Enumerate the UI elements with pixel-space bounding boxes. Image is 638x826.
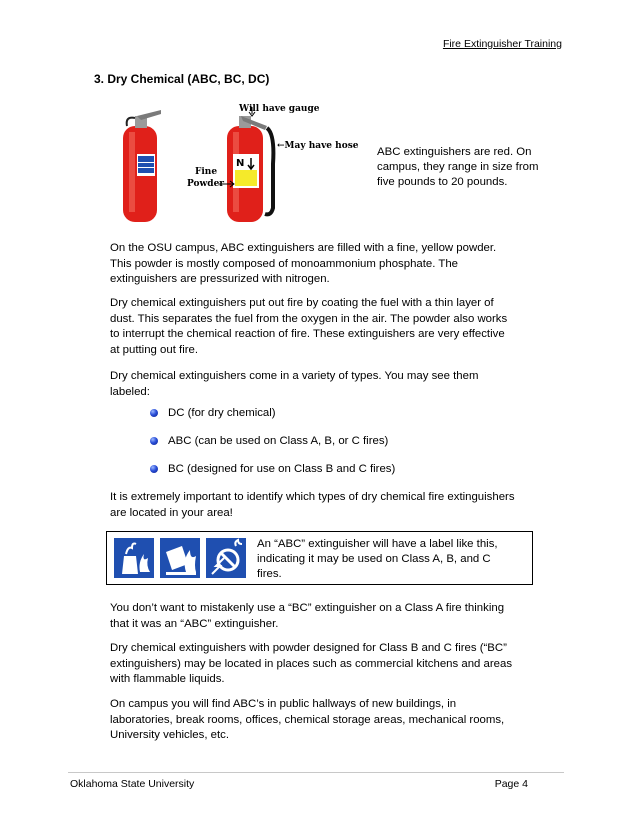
- gauge-label: Will have gauge: [239, 104, 320, 114]
- paragraph-how-it-works: [110, 296, 540, 358]
- text-line: Dry chemical extinguishers put out fire by coating the fuel with a thin layer of: [110, 297, 494, 309]
- page-number: Page 4: [494, 778, 528, 790]
- bullet-icon: [150, 409, 158, 417]
- extinguisher-right-icon: [227, 116, 273, 222]
- list-item: [150, 407, 276, 419]
- side-note-line: five pounds to 20 pounds.: [377, 176, 508, 188]
- text-line: laboratories, break rooms, offices, chemical storage areas, mechanical rooms,: [110, 713, 505, 726]
- text-line: You don’t want to mistakenly use a “BC” extinguisher on a Class A fire thinking: [110, 602, 505, 614]
- footer-divider: [68, 772, 564, 773]
- text-line: On campus you will find ABC’s in public hallways of new buildings, in: [110, 698, 457, 710]
- text-line: University vehicles, etc.: [110, 729, 230, 742]
- list-item: [150, 435, 388, 447]
- text-line: extinguishers) may be located in places such as commercial kitchens and areas: [110, 657, 513, 670]
- section-title: 3. Dry Chemical (ABC, BC, DC): [94, 72, 270, 86]
- class-label-icons: [112, 536, 248, 580]
- side-note-line: ABC extinguishers are red. On: [377, 146, 532, 158]
- text-line: It is extremely important to identify which types of dry chemical fire extinguishers: [110, 491, 515, 503]
- text-line: Dry chemical extinguishers come in a variety of types. You may see them: [110, 370, 479, 382]
- side-note: [377, 145, 562, 190]
- list-item-text: BC (designed for use on Class B and C fires): [168, 463, 396, 475]
- class-a-trash-fire-icon: [114, 538, 154, 578]
- list-item-text: ABC (can be used on Class A, B, or C fires): [168, 435, 389, 447]
- paragraph-identify: [110, 490, 540, 521]
- text-line: with flammable liquids.: [110, 673, 225, 686]
- class-c-electrical-fire-icon: [206, 538, 246, 578]
- hose-label: ←May have hose: [277, 141, 359, 151]
- text-line: fires.: [257, 568, 282, 580]
- label-letter: N: [236, 158, 245, 169]
- list-item: [150, 463, 395, 475]
- list-item-text: DC (for dry chemical): [168, 407, 276, 419]
- paragraph-abc-powder: [110, 241, 540, 288]
- text-line: to interrupt the chemical reaction of fire. These extinguishers are very effective: [110, 328, 505, 341]
- bullet-icon: [150, 437, 158, 445]
- paragraph-abc-locations: [110, 697, 540, 744]
- powder-label: Powder: [187, 179, 225, 189]
- label-example-text: [257, 537, 527, 582]
- text-line: are located in your area!: [110, 506, 233, 519]
- text-line: at putting out fire.: [110, 343, 199, 356]
- text-line: dust. This separates the fuel from the oxygen in the air. The powder also works: [110, 312, 508, 325]
- text-line: labeled:: [110, 385, 150, 398]
- running-header: Fire Extinguisher Training: [442, 38, 562, 50]
- text-line: that it was an “ABC” extinguisher.: [110, 617, 279, 630]
- footer-organization: Oklahoma State University: [70, 778, 195, 790]
- paragraph-types: [110, 369, 540, 400]
- text-line: On the OSU campus, ABC extinguishers are filled with a fine, yellow powder.: [110, 242, 497, 254]
- extinguisher-figure: [115, 104, 365, 224]
- class-b-liquid-fire-icon: [160, 538, 200, 578]
- side-note-line: campus, they range in size from: [377, 161, 539, 173]
- fine-label: Fine: [195, 167, 218, 177]
- text-line: This powder is mostly composed of monoammonium phosphate. The: [110, 257, 459, 270]
- text-line: extinguishers are pressurized with nitrogen.: [110, 273, 330, 286]
- extinguisher-left-icon: [123, 110, 161, 222]
- paragraph-warning: [110, 601, 540, 632]
- text-line: indicating it may be used on Class A, B, and C: [257, 553, 491, 565]
- text-line: Dry chemical extinguishers with powder designed for Class B and C fires (“BC”: [110, 642, 507, 654]
- bullet-icon: [150, 465, 158, 473]
- paragraph-bc-locations: [110, 641, 540, 688]
- text-line: An “ABC” extinguisher will have a label like this,: [257, 538, 498, 550]
